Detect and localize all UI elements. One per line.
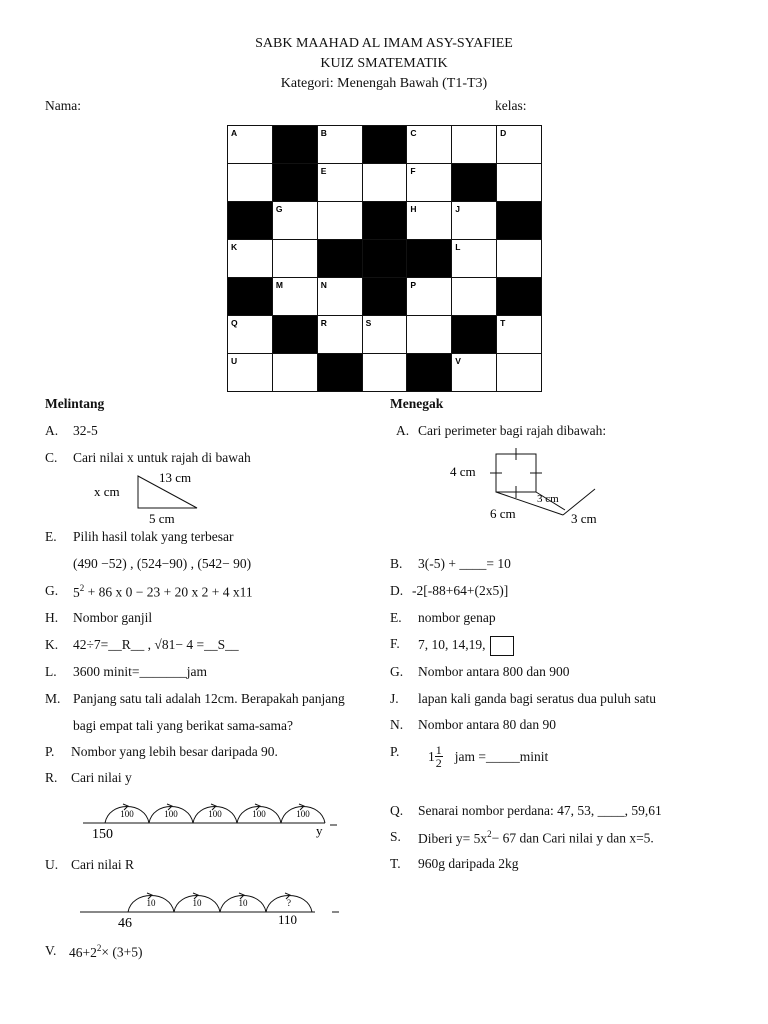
grid-cell-blocked: [272, 125, 318, 164]
grid-cell[interactable]: [317, 163, 363, 202]
down-clue-g: [390, 664, 569, 680]
grid-cell-blocked: [406, 353, 452, 392]
grid-cell[interactable]: [496, 315, 542, 354]
grid-cell-number: N: [320, 280, 327, 290]
grid-cell-number: A: [231, 128, 238, 138]
across-clue-v: [45, 943, 142, 961]
down-clue-s: [390, 829, 654, 847]
crossword-grid: [227, 125, 541, 391]
number-line-u: [80, 880, 345, 930]
perimeter-left-label: 4 cm: [450, 464, 476, 479]
down-clue-n: [390, 717, 556, 733]
clue-text: Cari nilai R: [71, 857, 134, 872]
clue-text: Nombor ganjil: [73, 610, 153, 625]
grid-cell-number: E: [320, 166, 327, 176]
clue-text: -2[-88+64+(2x5)]: [412, 583, 509, 598]
clue-key: T.: [390, 856, 401, 871]
grid-cell[interactable]: [451, 277, 497, 316]
grid-cell-blocked: [496, 201, 542, 240]
across-clue-u: [45, 857, 134, 873]
clue-text: 5: [73, 584, 80, 600]
grid-cell-number: S: [365, 318, 372, 328]
grid-cell-blocked: [227, 277, 273, 316]
clue-key: N.: [390, 717, 404, 732]
hop-label: 10: [238, 898, 248, 908]
grid-cell-number: J: [455, 204, 461, 214]
grid-cell-blocked: [362, 277, 408, 316]
perimeter-bottom-label: 6 cm: [490, 506, 516, 521]
triangle-hyp-label: 13 cm: [159, 470, 192, 485]
grid-cell-blocked: [362, 201, 408, 240]
clue-text: jam =_____minit: [454, 748, 549, 764]
grid-cell-number: C: [410, 128, 417, 138]
hop-label: 10: [192, 898, 202, 908]
triangle-base-label: 5 cm: [149, 511, 175, 526]
grid-cell[interactable]: [272, 201, 318, 240]
fraction-denominator: 2: [435, 756, 442, 770]
grid-cell-number: M: [275, 280, 283, 290]
grid-cell-number: K: [231, 242, 238, 252]
clue-text: Senarai nombor perdana: 47, 53, ____, 59,61: [418, 803, 662, 818]
clue-text: Cari nilai y: [71, 770, 132, 785]
grid-cell[interactable]: [406, 201, 452, 240]
answer-blank-r: __R__: [108, 637, 145, 652]
grid-cell-blocked: [451, 163, 497, 202]
grid-cell-blocked: [362, 239, 408, 278]
across-clue-p: [45, 744, 278, 760]
grid-cell[interactable]: [227, 239, 273, 278]
clue-key: G.: [390, 664, 404, 679]
clue-key: J.: [390, 691, 399, 706]
grid-cell[interactable]: [451, 125, 497, 164]
across-clue-c: [45, 450, 251, 466]
grid-cell[interactable]: [362, 315, 408, 354]
down-clue-a: [396, 423, 606, 439]
clue-text: 42÷7=: [73, 637, 109, 652]
school-title: SABK MAAHAD AL IMAM ASY-SYAFIEE: [255, 36, 513, 51]
grid-cell-number: B: [320, 128, 327, 138]
clue-text: 7, 10, 14,19,: [418, 637, 486, 653]
grid-cell-blocked: [317, 239, 363, 278]
grid-cell[interactable]: [496, 125, 542, 164]
clue-text: Nombor antara 800 dan 900: [418, 664, 570, 679]
clue-key: S.: [390, 829, 401, 844]
grid-cell-number: F: [410, 166, 416, 176]
clue-key: P.: [45, 744, 55, 759]
clue-key: E.: [45, 529, 57, 544]
grid-cell-blocked: [317, 353, 363, 392]
grid-cell-blocked: [496, 277, 542, 316]
down-clue-j: [390, 691, 656, 707]
across-clue-r: [45, 770, 132, 786]
clue-key: F.: [390, 636, 400, 651]
perimeter-right-label: 3 cm: [571, 511, 597, 526]
grid-cell[interactable]: [272, 277, 318, 316]
grid-cell[interactable]: [227, 125, 273, 164]
clue-key: E.: [390, 610, 402, 625]
number-line-end: 110: [278, 912, 298, 927]
grid-cell-blocked: [451, 315, 497, 354]
clue-key: U.: [45, 857, 59, 872]
grid-cell-number: V: [455, 356, 461, 366]
down-clue-d: [390, 583, 508, 599]
clue-key: A.: [45, 423, 59, 438]
clue-key: D.: [390, 583, 404, 598]
grid-cell[interactable]: [362, 353, 408, 392]
answer-blank-s: __S__: [204, 637, 239, 652]
grid-cell-blocked: [272, 315, 318, 354]
clue-text: Cari perimeter bagi rajah dibawah:: [418, 423, 607, 438]
class-label: kelas:: [495, 98, 527, 113]
grid-cell-number: U: [231, 356, 238, 366]
number-line-start: 46: [118, 916, 132, 930]
grid-cell[interactable]: [496, 239, 542, 278]
grid-cell-blocked: [362, 125, 408, 164]
across-clue-g: [45, 583, 253, 601]
clue-key: H.: [45, 610, 59, 625]
hop-label: 100: [120, 809, 134, 819]
grid-cell-number: D: [500, 128, 507, 138]
across-clue-m: [45, 691, 345, 707]
clue-exponent: 2: [96, 943, 102, 953]
across-clue-h: [45, 610, 152, 626]
grid-cell-number: L: [455, 242, 461, 252]
grid-cell[interactable]: [227, 353, 273, 392]
clue-text: + 86 x 0 − 23 + 20 x 2 + 4 x11: [84, 584, 253, 600]
clue-text: , √81− 4 =: [144, 637, 205, 652]
clue-key: B.: [390, 556, 403, 571]
perimeter-figure: [445, 448, 615, 533]
clue-text: 960g daripada 2kg: [418, 856, 519, 871]
grid-cell-number: T: [500, 318, 506, 328]
across-clue-a: [45, 423, 98, 439]
clue-key: M.: [45, 691, 61, 706]
clue-exponent: 2: [487, 829, 492, 839]
clue-text: nombor genap: [418, 610, 496, 625]
grid-cell[interactable]: [317, 277, 363, 316]
hop-label: 10: [146, 898, 156, 908]
grid-cell-blocked: [406, 239, 452, 278]
grid-cell[interactable]: [451, 201, 497, 240]
grid-cell-blocked: [227, 201, 273, 240]
grid-cell[interactable]: [227, 163, 273, 202]
grid-cell[interactable]: [406, 277, 452, 316]
quiz-title: KUIZ SMATEMATIK: [320, 56, 448, 71]
clue-text: Nombor yang lebih besar daripada 90.: [71, 744, 278, 759]
hop-label: 100: [164, 809, 178, 819]
clue-text: Diberi y= 5x: [418, 830, 488, 846]
clue-key: R.: [45, 770, 58, 785]
grid-cell[interactable]: [317, 315, 363, 354]
grid-cell[interactable]: [496, 353, 542, 392]
clue-key: L.: [45, 664, 57, 679]
clue-text: 3(-5) + ____= 10: [418, 556, 511, 571]
hop-label: ?: [287, 898, 291, 908]
triangle-side-label: x cm: [94, 484, 120, 499]
fraction: [435, 744, 443, 769]
across-clue-e-options: (490 −52) , (524−90) , (542− 90): [73, 556, 252, 571]
category-label: Kategori: Menengah Bawah (T1-T3): [280, 76, 488, 91]
grid-cell[interactable]: [406, 125, 452, 164]
clue-text: lapan kali ganda bagi seratus dua puluh satu: [418, 691, 657, 706]
across-clue-e: [45, 529, 233, 545]
clue-key: G.: [45, 583, 59, 598]
down-heading: Menegak: [390, 396, 444, 411]
grid-cell[interactable]: [362, 163, 408, 202]
clue-text: 46+2: [69, 944, 97, 960]
clue-text: × (3+5): [101, 944, 143, 960]
clue-text: Cari nilai x untuk rajah di bawah: [73, 450, 251, 465]
number-line-start: 150: [92, 827, 113, 842]
mixed-whole: 1: [428, 748, 435, 764]
clue-text: Panjang satu tali adalah 12cm. Berapakah panjang: [73, 691, 345, 706]
grid-cell[interactable]: [496, 163, 542, 202]
across-clue-m-line2: bagi empat tali yang berikat sama-sama?: [73, 718, 294, 733]
down-clue-t: [390, 856, 518, 872]
clue-text: Pilih hasil tolak yang terbesar: [73, 529, 234, 544]
down-clue-e: [390, 610, 496, 626]
hop-label: 100: [296, 809, 310, 819]
clue-key: V.: [45, 943, 57, 958]
grid-cell[interactable]: [272, 239, 318, 278]
grid-cell[interactable]: [451, 353, 497, 392]
down-clue-b: [390, 556, 511, 572]
grid-cell[interactable]: [317, 201, 363, 240]
grid-cell[interactable]: [451, 239, 497, 278]
grid-cell-number: P: [410, 280, 417, 290]
triangle-figure: [85, 468, 215, 528]
down-clue-q: [390, 803, 662, 819]
hop-label: 100: [208, 809, 222, 819]
clue-key: P.: [390, 744, 400, 759]
clue-exponent: 2: [79, 583, 85, 593]
grid-cell-number: H: [410, 204, 417, 214]
clue-key: Q.: [390, 803, 404, 818]
across-heading: Melintang: [45, 396, 105, 411]
clue-text: 32-5: [73, 423, 98, 438]
clue-text: − 67 dan Cari nilai y dan x=5.: [491, 830, 654, 846]
number-line-end: y: [316, 823, 323, 838]
across-clue-l: [45, 664, 207, 680]
down-clue-f: [390, 636, 514, 656]
clue-text: 3600 minit=_______jam: [73, 664, 207, 679]
grid-cell[interactable]: [227, 315, 273, 354]
answer-box: [490, 636, 514, 656]
hop-label: 100: [252, 809, 266, 819]
grid-cell-number: Q: [231, 318, 238, 328]
grid-cell[interactable]: [406, 163, 452, 202]
number-line-r: [80, 793, 345, 843]
clue-key: C.: [45, 450, 58, 465]
grid-cell-number: R: [320, 318, 327, 328]
down-clue-p: [390, 744, 548, 769]
grid-cell[interactable]: [272, 353, 318, 392]
fraction-numerator: 1: [435, 743, 442, 757]
clue-text: Nombor antara 80 dan 90: [418, 717, 556, 732]
grid-cell-blocked: [272, 163, 318, 202]
grid-cell-number: G: [275, 204, 283, 214]
name-label: Nama:: [45, 98, 81, 113]
grid-cell[interactable]: [406, 315, 452, 354]
grid-cell[interactable]: [317, 125, 363, 164]
clue-key: A.: [396, 423, 410, 438]
across-clue-k: [45, 637, 239, 653]
clue-key: K.: [45, 637, 59, 652]
perimeter-inner-label: 3 cm: [537, 493, 559, 505]
